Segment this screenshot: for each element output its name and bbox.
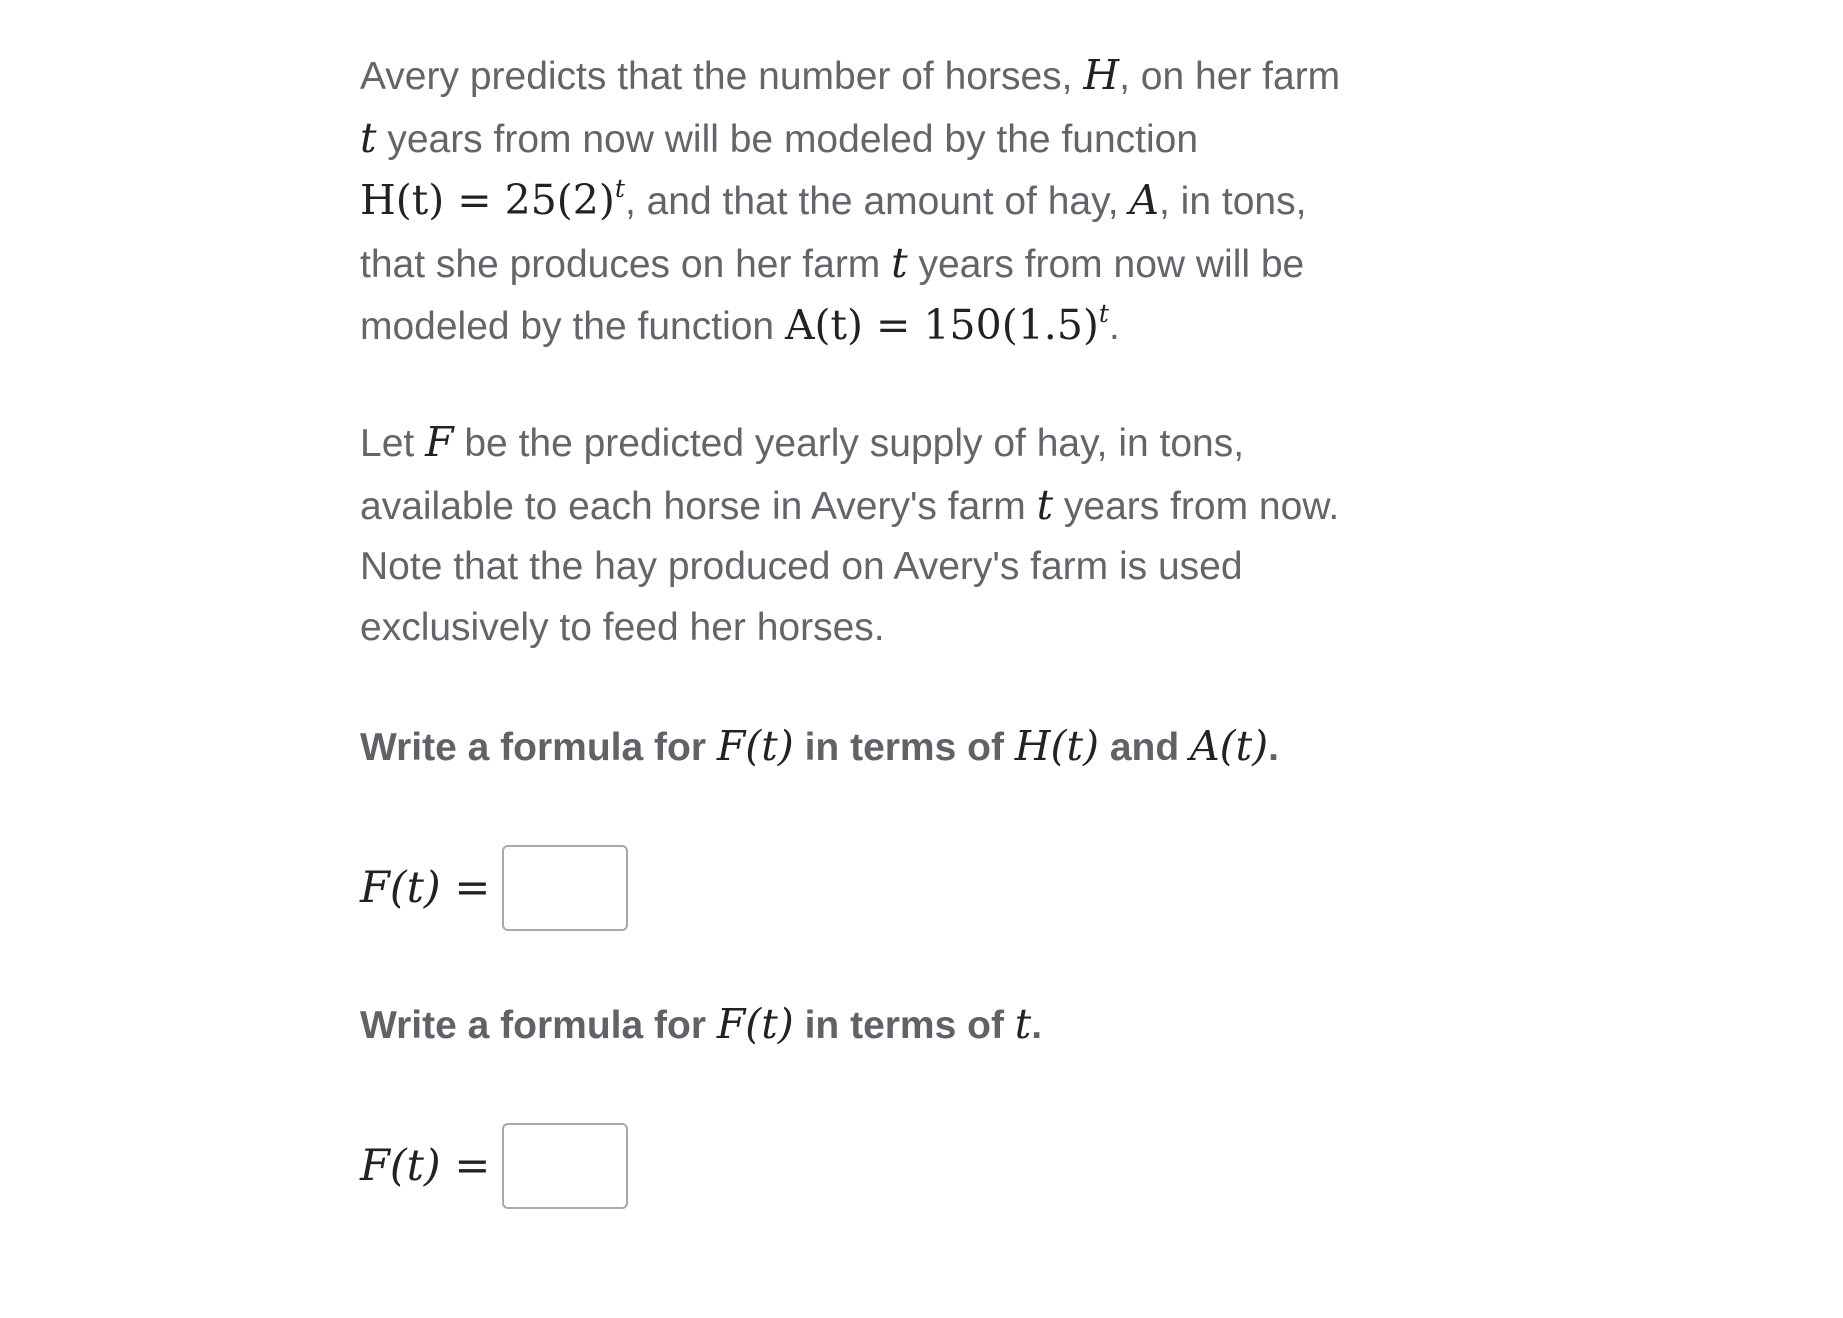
text-fragment: in terms of	[793, 726, 1015, 769]
text-fragment: and	[1099, 726, 1191, 769]
question-2-prompt	[360, 994, 1042, 1056]
question-1-prompt	[360, 716, 1279, 778]
paragraph-2-line-2	[360, 475, 1339, 538]
math-exponent: t	[614, 174, 625, 203]
math-variable-F: F	[425, 418, 454, 466]
text-fragment: .	[1268, 726, 1279, 769]
problem-paragraph-2	[360, 412, 1339, 658]
math-function-H: H(t) = 25(2)	[360, 176, 615, 224]
text-fragment: .	[1108, 305, 1120, 348]
math-function-A: A(t) = 150(1.5)	[784, 301, 1099, 349]
math-expression: F(t)	[716, 722, 794, 770]
answer-1-input[interactable]	[502, 845, 628, 931]
math-exponent: t	[1098, 299, 1109, 328]
text-fragment: available to each horse in Avery's farm	[360, 484, 1037, 528]
paragraph-1-line-3	[360, 170, 1340, 233]
text-fragment: , and that the amount of hay,	[624, 180, 1130, 223]
question-1-answer-row	[360, 844, 628, 932]
text-fragment: years from now.	[1053, 484, 1340, 528]
text-fragment: in terms of	[793, 1004, 1015, 1047]
paragraph-1-line-1	[360, 45, 1340, 108]
answer-2-input[interactable]	[502, 1123, 628, 1209]
math-expression: F(t)	[716, 1000, 794, 1048]
paragraph-2-line-3: Note that the hay produced on Avery's farm is used	[360, 545, 1243, 588]
text-fragment: Write a formula for	[360, 726, 717, 769]
math-variable-A: A	[1129, 176, 1159, 224]
paragraph-1-line-5	[360, 295, 1340, 358]
answer-2-lhs: F(t) =	[360, 1141, 491, 1191]
math-expression: t	[1014, 1000, 1032, 1048]
text-fragment: years from now will be modeled by the function	[376, 117, 1199, 161]
text-fragment: , in tons,	[1159, 180, 1307, 223]
paragraph-1-line-2	[360, 108, 1340, 171]
math-variable-t: t	[891, 238, 908, 287]
math-expression: H(t)	[1014, 722, 1100, 770]
text-fragment: modeled by the function	[360, 305, 785, 348]
text-fragment: Let	[360, 422, 426, 465]
question-2-answer-row	[360, 1122, 628, 1210]
text-fragment: .	[1031, 1004, 1043, 1047]
math-variable-t: t	[360, 113, 377, 162]
answer-1-lhs: F(t) =	[360, 863, 491, 913]
text-fragment: , on her farm	[1119, 55, 1341, 98]
problem-paragraph-1	[360, 45, 1340, 358]
math-expression: A(t)	[1190, 722, 1269, 770]
text-fragment: that she produces on her farm	[360, 242, 892, 286]
math-variable-t: t	[1036, 480, 1054, 529]
paragraph-2-line-1	[360, 412, 1339, 475]
text-fragment: years from now will be	[907, 242, 1305, 286]
text-fragment: Avery predicts that the number of horses,	[360, 55, 1084, 98]
text-fragment: Write a formula for	[360, 1004, 717, 1047]
text-fragment: be the predicted yearly supply of hay, in tons,	[453, 422, 1245, 465]
math-variable-H: H	[1083, 51, 1120, 99]
paragraph-2-line-4: exclusively to feed her horses.	[360, 605, 885, 649]
paragraph-1-line-4	[360, 233, 1340, 296]
